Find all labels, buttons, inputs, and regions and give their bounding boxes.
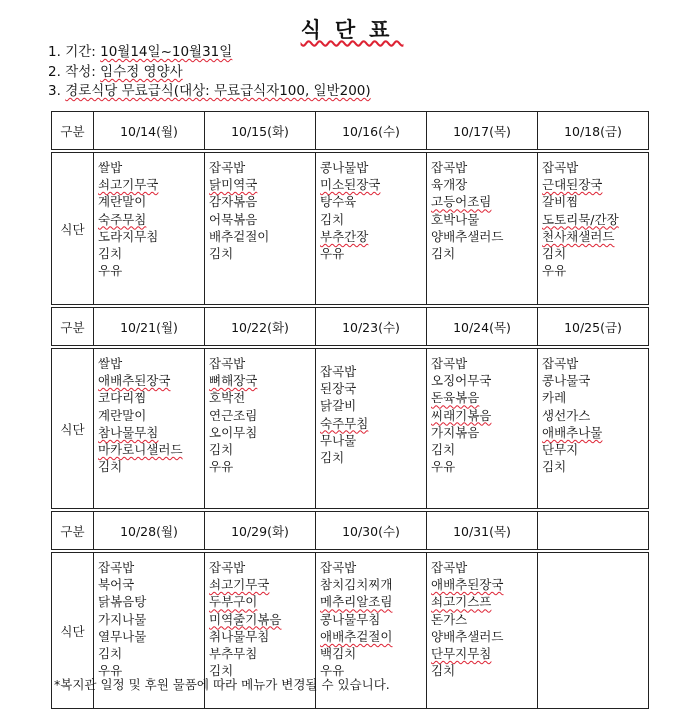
- menu-item: 뼈해장국: [209, 373, 258, 389]
- menu-item: 숙주무침: [98, 211, 147, 227]
- menu-cell: [427, 553, 538, 709]
- menu-item: 쇠고기스프: [431, 594, 492, 610]
- date-cell: 10/24(목): [427, 308, 538, 346]
- date-cell: 10/30(수): [316, 512, 427, 550]
- menu-item: 김치: [209, 663, 234, 679]
- menu-item: 가지볶음: [431, 424, 480, 440]
- menu-item: 계란말이: [98, 407, 147, 423]
- menu-item: 부추간장: [320, 228, 369, 244]
- menu-cell: [205, 349, 316, 509]
- meal-label: 식단: [52, 153, 94, 305]
- menu-item: 단무지무침: [431, 646, 492, 662]
- date-cell: 10/22(화): [205, 308, 316, 346]
- menu-item: 애배추된장국: [431, 577, 504, 593]
- menu-item: 김치: [320, 211, 345, 227]
- date-cell: 10/17(목): [427, 112, 538, 150]
- menu-item: 우유: [98, 263, 123, 279]
- menu-item: 북어국: [98, 577, 135, 593]
- menu-item: 오이무침: [209, 424, 258, 440]
- date-header-row: [52, 112, 649, 150]
- menu-item: 우유: [320, 246, 345, 262]
- menu-cell: [538, 153, 649, 305]
- menu-item: 미역줄기볶음: [209, 611, 282, 627]
- menu-cell: [94, 153, 205, 305]
- menu-item: 콩나물밥: [320, 160, 369, 175]
- info-period: 1. 기간: 10월14일~10월31일: [48, 44, 233, 60]
- date-cell: 10/14(월): [94, 112, 205, 150]
- menu-item: 갈비찜: [542, 194, 579, 210]
- menu-item: 잡곡밥: [209, 160, 246, 175]
- menu-item: 육개장: [431, 177, 468, 193]
- menu-item: 잡곡밥: [209, 560, 246, 575]
- menu-item: 단무지: [542, 442, 579, 458]
- section-label: 구분: [52, 112, 94, 150]
- menu-item: 잡곡밥: [542, 356, 579, 371]
- menu-item: 쌀밥: [98, 160, 123, 175]
- menu-item: 코다리찜: [98, 390, 147, 406]
- date-header-row: [52, 512, 649, 550]
- menu-item: 우유: [542, 263, 567, 279]
- menu-item: 고등어조림: [431, 194, 492, 210]
- date-cell: 10/15(화): [205, 112, 316, 150]
- menu-item: 씨래기볶음: [431, 407, 492, 423]
- menu-item: 취나물무침: [209, 628, 270, 644]
- menu-item: 우유: [431, 459, 456, 475]
- menu-item: 배추겉절이: [209, 228, 270, 244]
- menu-cell: [538, 349, 649, 509]
- date-cell: 10/31(목): [427, 512, 538, 550]
- meal-label: 식단: [52, 349, 94, 509]
- menu-item: 생선가스: [542, 407, 591, 423]
- date-header-row: [52, 308, 649, 346]
- menu-item: 김치: [542, 246, 567, 262]
- menu-item: 쇠고기무국: [209, 577, 270, 593]
- menu-item: 근대된장국: [542, 177, 603, 193]
- date-cell: 10/23(수): [316, 308, 427, 346]
- menu-item: 콩나물국: [542, 373, 591, 389]
- menu-item: 우유: [209, 459, 234, 475]
- menu-item: 탕수육: [320, 194, 357, 210]
- menu-item: 잡곡밥: [542, 160, 579, 175]
- page-title: 식단표: [300, 18, 404, 42]
- menu-item: 닭갈비: [320, 398, 357, 414]
- menu-item: 메추리알조림: [320, 594, 393, 610]
- menu-item: 도토리묵/간장: [542, 211, 619, 227]
- menu-item: 잡곡밥: [431, 160, 468, 175]
- menu-item: 잡곡밥: [320, 560, 357, 575]
- menu-item: 미소된장국: [320, 177, 381, 193]
- date-cell: 10/25(금): [538, 308, 649, 346]
- menu-item: 도라지무침: [98, 228, 159, 244]
- menu-item: 카레: [542, 390, 567, 406]
- menu-item: 가지나물: [98, 611, 147, 627]
- menu-item: 마카로니샐러드: [98, 442, 183, 458]
- menu-item: 김치: [209, 246, 234, 262]
- menu-item: 두부구이: [209, 594, 258, 610]
- menu-cell: [316, 153, 427, 305]
- date-cell: 10/16(수): [316, 112, 427, 150]
- date-cell: [538, 512, 649, 550]
- menu-item: 쌀밥: [98, 356, 123, 371]
- menu-cell: [205, 153, 316, 305]
- menu-cell: [538, 553, 649, 709]
- menu-cell: [427, 153, 538, 305]
- section-label: 구분: [52, 308, 94, 346]
- info-target: 3. 경로식당 무료급식(대상: 무료급식자100, 일반200): [48, 83, 371, 99]
- menu-cell: [94, 349, 205, 509]
- menu-item: 잡곡밥: [320, 364, 357, 379]
- menu-item: 쇠고기무국: [98, 177, 159, 193]
- menu-item: 김치: [320, 450, 345, 466]
- menu-item: 애배추겉절이: [320, 628, 393, 644]
- menu-item: 김치: [542, 459, 567, 475]
- menu-item: 김치: [98, 459, 123, 475]
- menu-item: 김치: [431, 442, 456, 458]
- menu-item: 참나물무침: [98, 424, 159, 440]
- menu-cell: [316, 349, 427, 509]
- menu-item: 열무나물: [98, 628, 147, 644]
- menu-item: 김치: [98, 646, 123, 662]
- menu-item: 김치: [209, 442, 234, 458]
- menu-item: 김치: [431, 246, 456, 262]
- menu-item: 우유: [98, 663, 123, 679]
- menu-row: [52, 153, 649, 305]
- menu-item: 무나물: [320, 432, 357, 448]
- info-author: 2. 작성: 임수정 영양사: [48, 64, 183, 80]
- menu-item: 닭미역국: [209, 177, 258, 193]
- menu-item: 잡곡밥: [431, 560, 468, 575]
- menu-item: 돈가스: [431, 611, 468, 627]
- footnote: *복지관 일정 및 후원 물품에 따라 메뉴가 변경될 수 있습니다.: [54, 677, 390, 692]
- menu-item: 애배추된장국: [98, 373, 171, 389]
- menu-table: [51, 111, 649, 709]
- menu-item: 오징어무국: [431, 373, 492, 389]
- menu-item: 잡곡밥: [431, 356, 468, 371]
- date-cell: 10/29(화): [205, 512, 316, 550]
- menu-item: 잡곡밥: [98, 560, 135, 575]
- date-cell: 10/21(월): [94, 308, 205, 346]
- menu-item: 김치: [431, 663, 456, 679]
- menu-item: 호박나물: [431, 211, 480, 227]
- menu-item: 천사채샐러드: [542, 228, 615, 244]
- meal-label: 식단: [52, 553, 94, 709]
- menu-item: 계란말이: [98, 194, 147, 210]
- menu-item: 부추무침: [209, 646, 258, 662]
- menu-item: 호박전: [209, 390, 246, 406]
- menu-item: 참치김치찌개: [320, 577, 393, 593]
- menu-item: 돈육볶음: [431, 390, 480, 406]
- date-cell: 10/18(금): [538, 112, 649, 150]
- menu-row: [52, 349, 649, 509]
- menu-item: 된장국: [320, 381, 357, 397]
- date-cell: 10/28(월): [94, 512, 205, 550]
- menu-item: 김치: [98, 246, 123, 262]
- menu-item: 양배추샐러드: [431, 228, 504, 244]
- menu-cell: [427, 349, 538, 509]
- menu-item: 애배추나물: [542, 424, 603, 440]
- menu-item: 연근조림: [209, 407, 258, 423]
- menu-item: 양배추샐러드: [431, 628, 504, 644]
- section-label: 구분: [52, 512, 94, 550]
- menu-item: 감자볶음: [209, 194, 258, 210]
- menu-item: 백김치: [320, 646, 357, 662]
- menu-item: 잡곡밥: [209, 356, 246, 371]
- menu-item: 콩나물무침: [320, 611, 381, 627]
- menu-item: 숙주무침: [320, 415, 369, 431]
- menu-item: 닭볶음탕: [98, 594, 147, 610]
- menu-item: 어묵볶음: [209, 211, 258, 227]
- menu-item: 우유: [320, 663, 345, 679]
